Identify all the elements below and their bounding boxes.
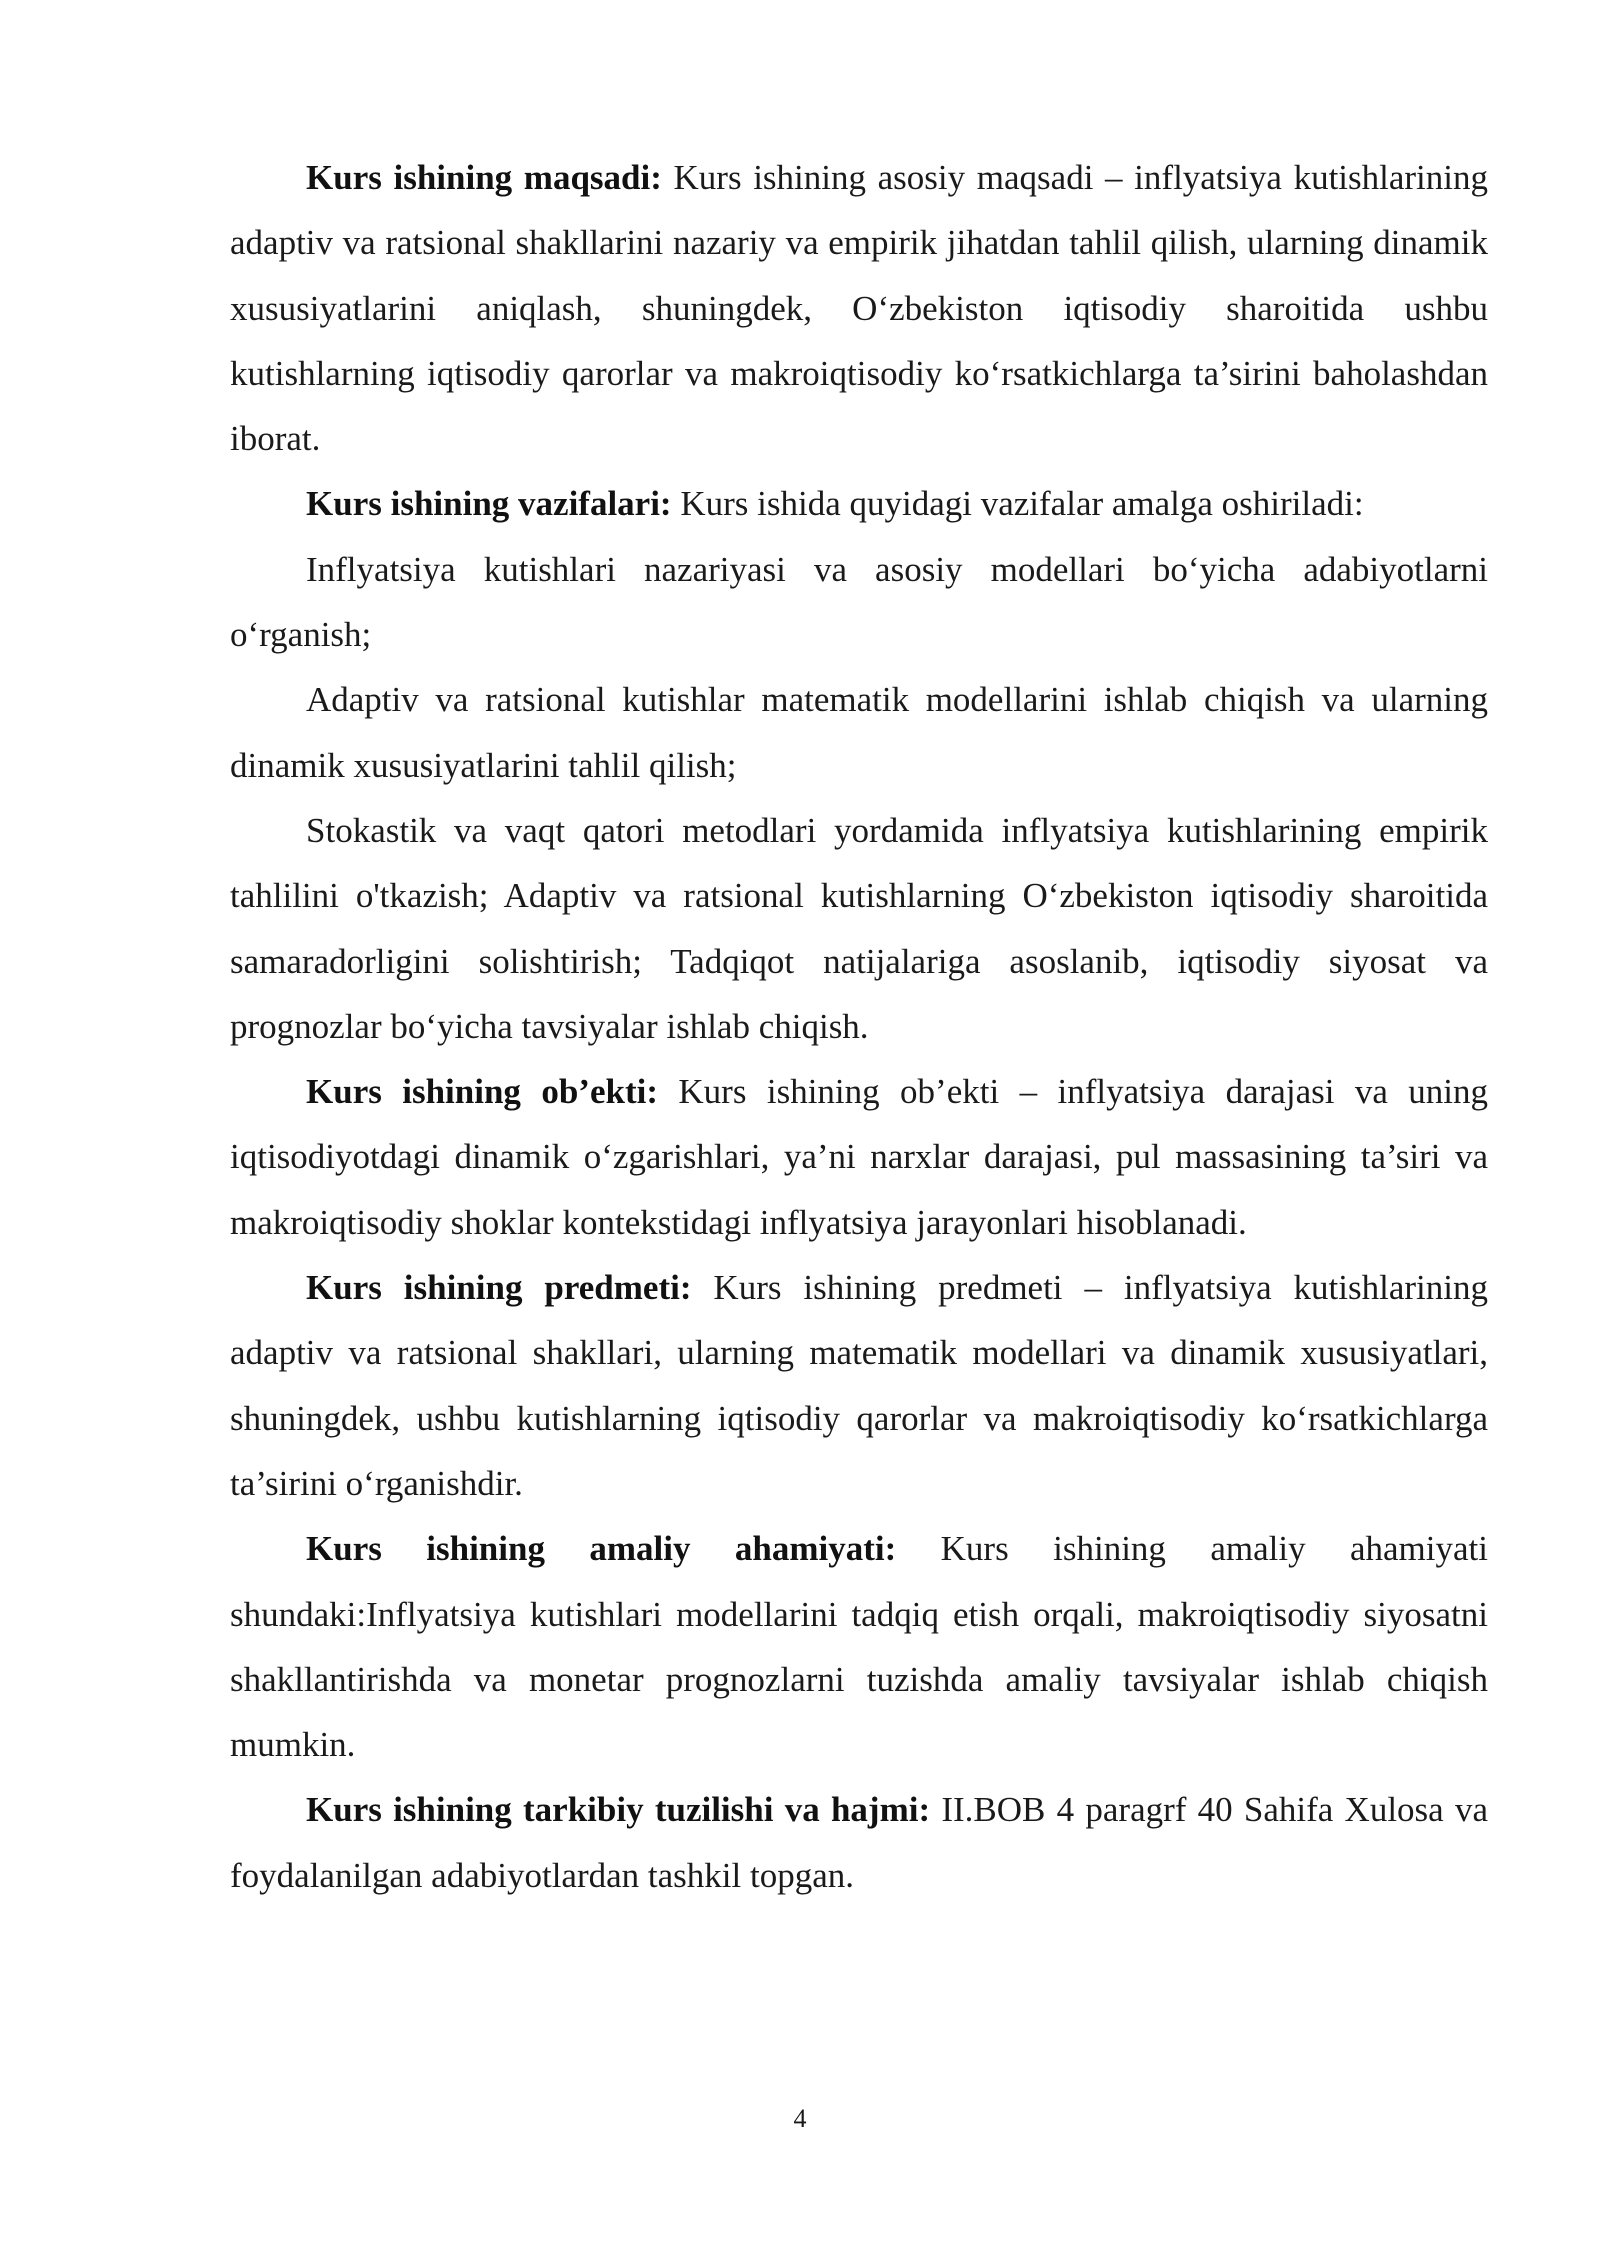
- paragraph-object: [230, 1059, 1488, 1255]
- paragraph-text: Adaptiv va ratsional kutishlar matematik modellarini ishlab chiqish va ularning dinamik xususiyatlarini tahlil qilish;: [230, 680, 1488, 785]
- task-item: [230, 537, 1488, 668]
- paragraph-structure: [230, 1777, 1488, 1908]
- page-body: [230, 145, 1488, 1908]
- paragraph-text: Inflyatsiya kutishlari nazariyasi va asosiy modellari bo‘yicha adabiyotlarni o‘rganish;: [230, 549, 1488, 655]
- paragraph-text: Stokastik va vaqt qatori metodlari yordamida inflyatsiya kutishlarining empirik tahlilini o'tkazish; Adaptiv va ratsional kutishlarning O‘zbekiston iqtisodiy sharoitida samaradorligini solishtirish; Tadqiqot natijalariga asoslanib, iqtisodiy siyosat va prognozlar bo‘yicha tavsiyalar ishlab chiqish.: [230, 810, 1488, 1046]
- paragraph-heading: Kurs ishining maqsadi:: [306, 158, 662, 197]
- paragraph-text: Kurs ishining asosiy maqsadi – inflyatsiya kutishlarining adaptiv va ratsional shakllarini nazariy va empirik jihatdan tahlil qilish, ularning dinamik xususiyatlarini aniqlash, shuningdek, O‘zbekiston iqtisodiy sharoitida ushbu kutishlarning iqtisodiy qarorlar va makroiqtisodiy ko‘rsatkichlarga ta’sirini baholashdan iborat.: [230, 158, 1488, 459]
- paragraph-tasks: [230, 471, 1488, 536]
- paragraph-goal: [230, 145, 1488, 471]
- paragraph-text: II.BOB 4 paragrf 40 Sahifa Xulosa va foydalanilgan adabiyotlardan tashkil topgan.: [230, 1790, 1488, 1895]
- task-item: [230, 798, 1488, 1059]
- paragraph-practical-significance: [230, 1516, 1488, 1777]
- paragraph-text: Kurs ishida quyidagi vazifalar amalga oshiriladi:: [671, 484, 1364, 524]
- paragraph-heading: Kurs ishining tarkibiy tuzilishi va hajmi:: [306, 1790, 931, 1830]
- paragraph-text: Kurs ishining ob’ekti – inflyatsiya darajasi va uning iqtisodiyotdagi dinamik o‘zgarishlari, ya’ni narxlar darajasi, pul massasining ta’siri va makroiqtisodiy shoklar kontekstidagi inflyatsiya jarayonlari hisoblanadi.: [230, 1072, 1488, 1242]
- paragraph-heading: Kurs ishining predmeti:: [306, 1268, 692, 1308]
- paragraph-text: Kurs ishining predmeti – inflyatsiya kutishlarining adaptiv va ratsional shakllari, ularning matematik modellari va dinamik xususiyatlari, shuningdek, ushbu kutishlarning iqtisodiy qarorlar va makroiqtisodiy ko‘rsatkichlarga ta’sirini o‘rganishdir.: [230, 1268, 1488, 1503]
- paragraph-heading: Kurs ishining amaliy ahamiyati:: [306, 1529, 897, 1569]
- paragraph-text: Kurs ishining amaliy ahamiyati shundaki:Inflyatsiya kutishlari modellarini tadqiq etish orqali, makroiqtisodiy siyosatni shakllantirishda va monetar prognozlarni tuzishda amaliy tavsiyalar ishlab chiqish mumkin.: [230, 1529, 1488, 1765]
- paragraph-heading: Kurs ishining vazifalari:: [306, 484, 672, 524]
- task-item: [230, 667, 1488, 798]
- page-number: 4: [793, 2104, 807, 2133]
- paragraph-subject: [230, 1255, 1488, 1516]
- paragraph-heading: Kurs ishining ob’ekti:: [306, 1072, 658, 1112]
